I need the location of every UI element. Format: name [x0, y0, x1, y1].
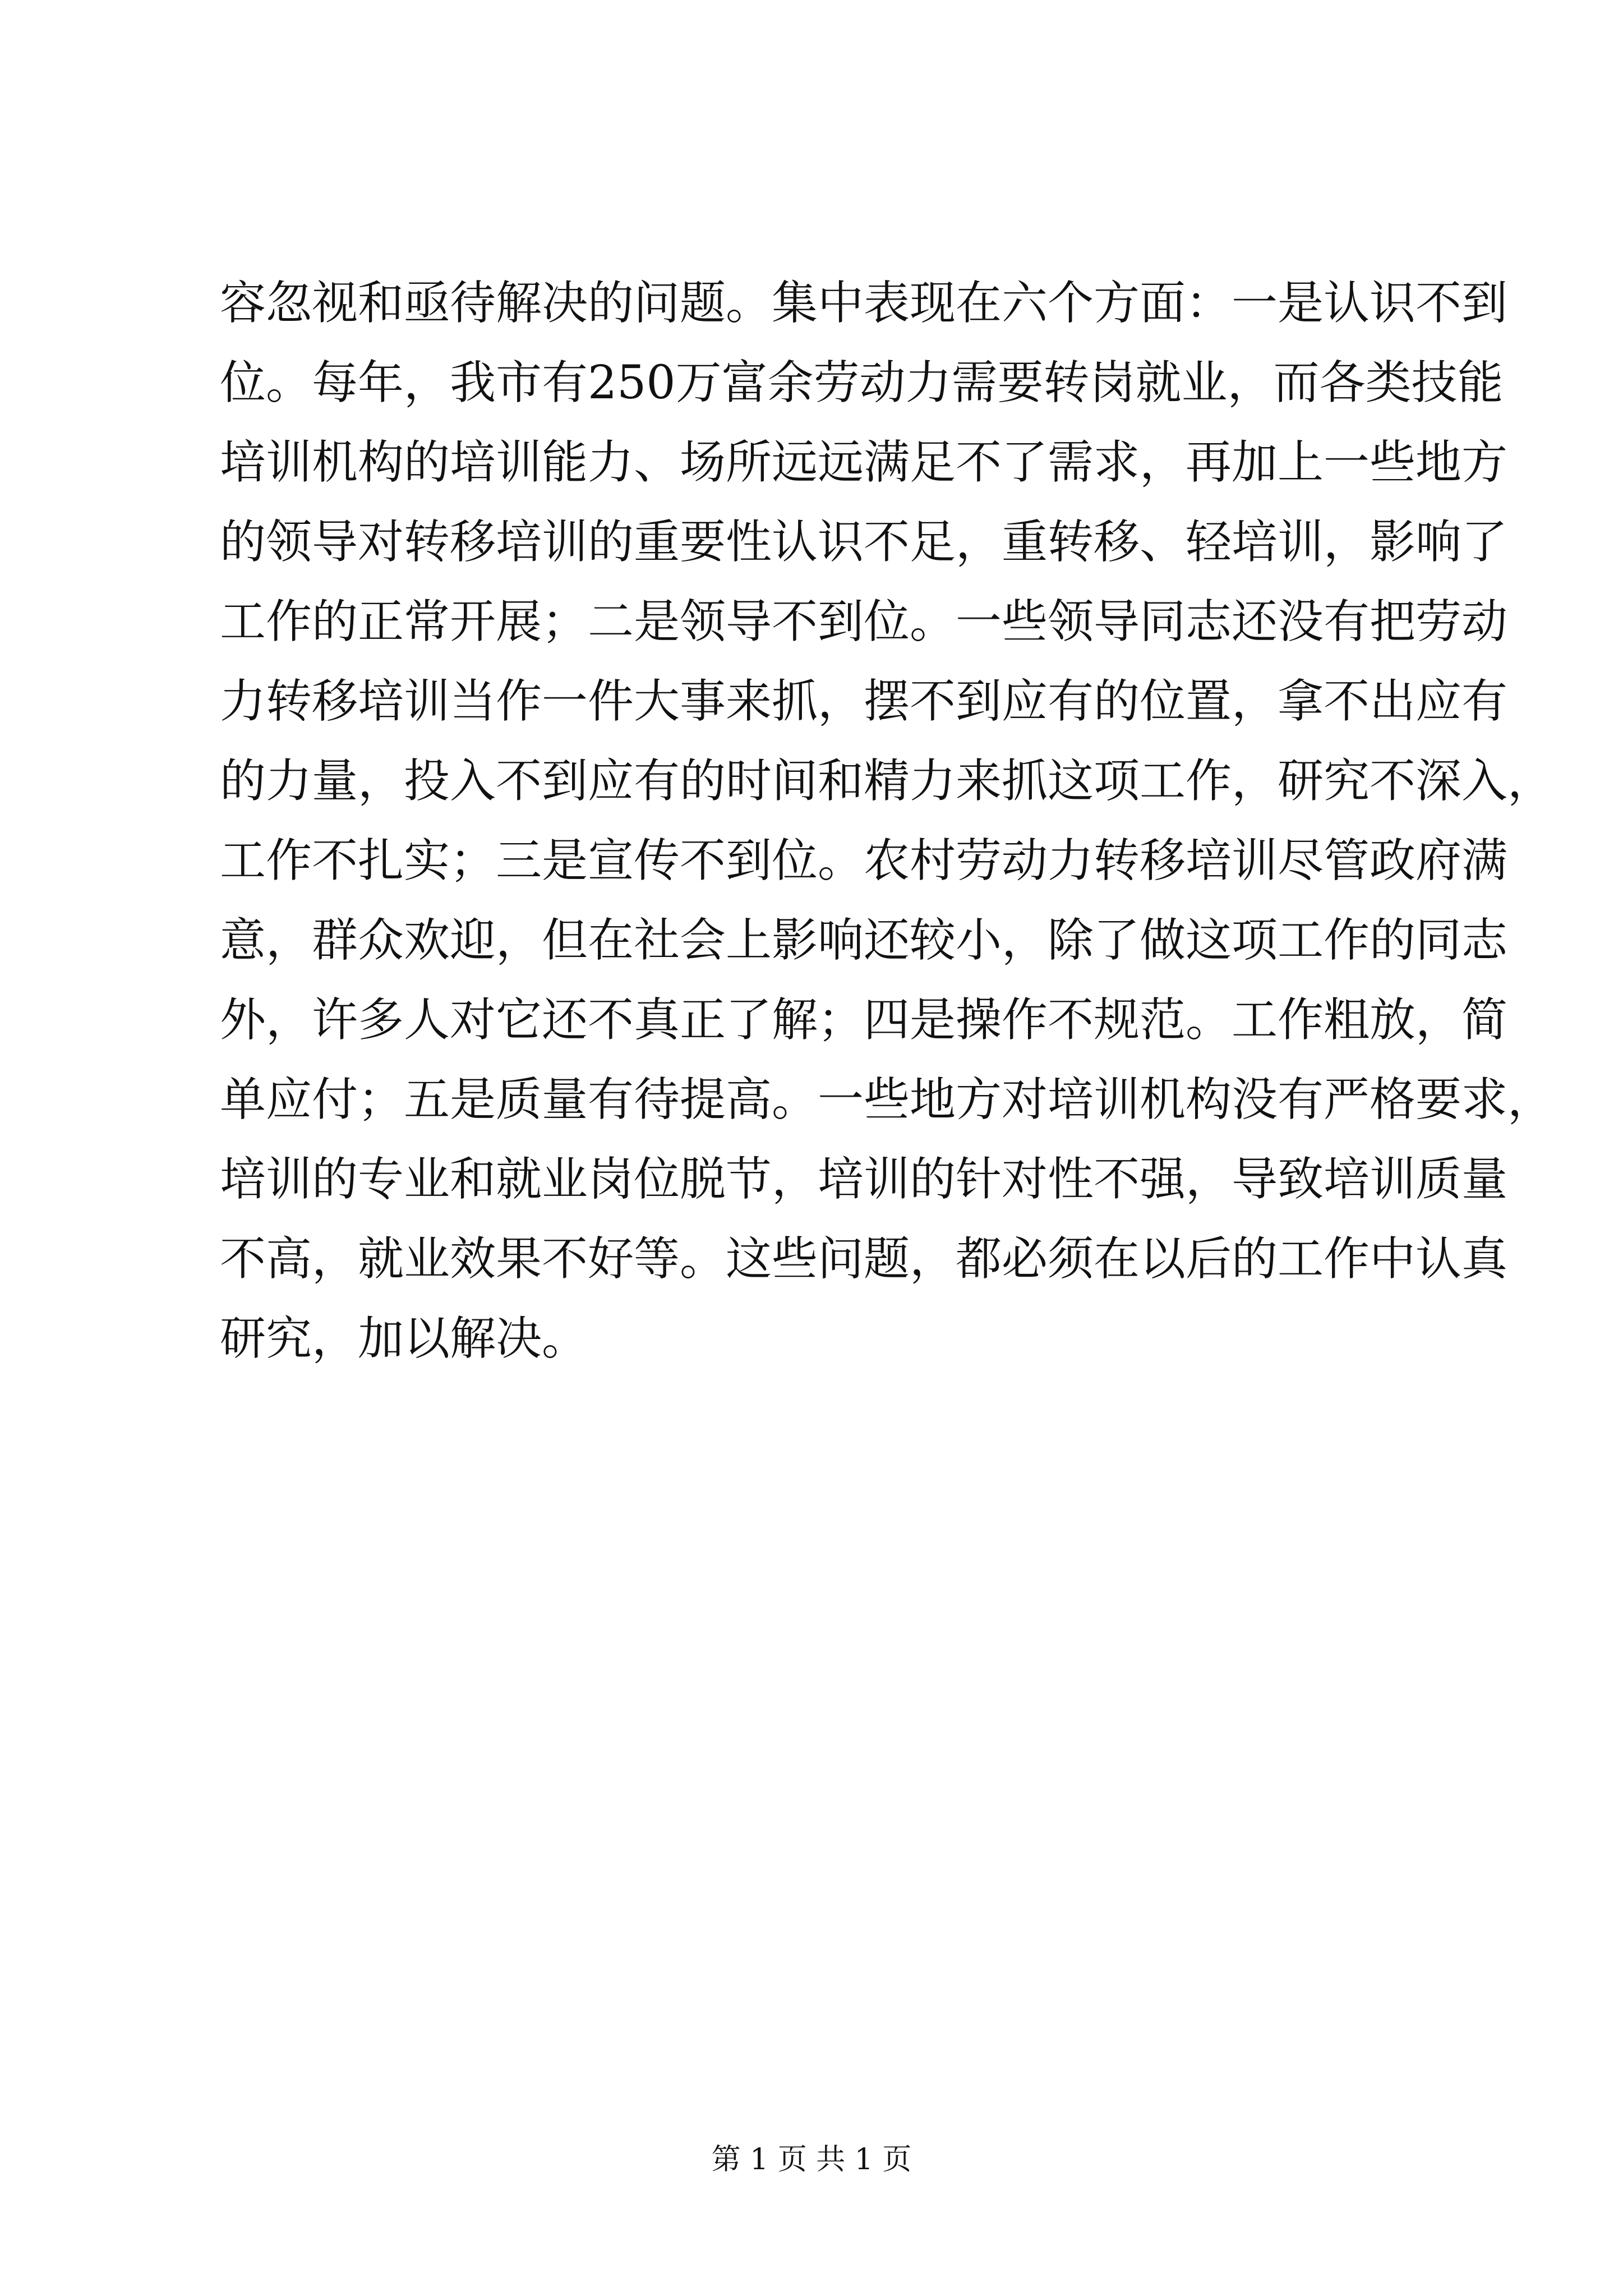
text-line: 力转移培训当作一件大事来抓，摆不到应有的位置，拿不出应有 — [220, 675, 1508, 728]
text-line: 工作的正常开展；二是领导不到位。一些领导同志还没有把劳动 — [220, 595, 1508, 648]
text-line: 单应付；五是质量有待提高。一些地方对培训机构没有严格要求， — [220, 1073, 1554, 1126]
text-line: 意，群众欢迎，但在社会上影响还较小，除了做这项工作的同志 — [220, 914, 1508, 967]
text-line: 的力量，投入不到应有的时间和精力来抓这项工作，研究不深入， — [220, 754, 1554, 808]
text-line: 容忽视和亟待解决的问题。集中表现在六个方面：一是认识不到 — [220, 277, 1508, 330]
text-line: 不高，就业效果不好等。这些问题，都必须在以后的工作中认真 — [220, 1232, 1508, 1286]
text-line: 外，许多人对它还不真正了解；四是操作不规范。工作粗放，简 — [220, 993, 1508, 1047]
text-line: 位。每年，我市有250万富余劳动力需要转岗就业，而各类技能 — [220, 356, 1504, 409]
text-line: 培训的专业和就业岗位脱节，培训的针对性不强，导致培训质量 — [220, 1153, 1508, 1206]
text-line: 培训机构的培训能力、场所远远满足不了需求，再加上一些地方 — [220, 436, 1508, 489]
text-line: 工作不扎实；三是宣传不到位。农村劳动力转移培训尽管政府满 — [220, 834, 1508, 887]
page-number-footer: 第 1 页 共 1 页 — [711, 2143, 912, 2177]
text-line: 研究，加以解决。 — [220, 1312, 588, 1365]
text-line: 的领导对转移培训的重要性认识不足，重转移、轻培训，影响了 — [220, 516, 1508, 569]
body-paragraph — [220, 264, 1554, 1379]
